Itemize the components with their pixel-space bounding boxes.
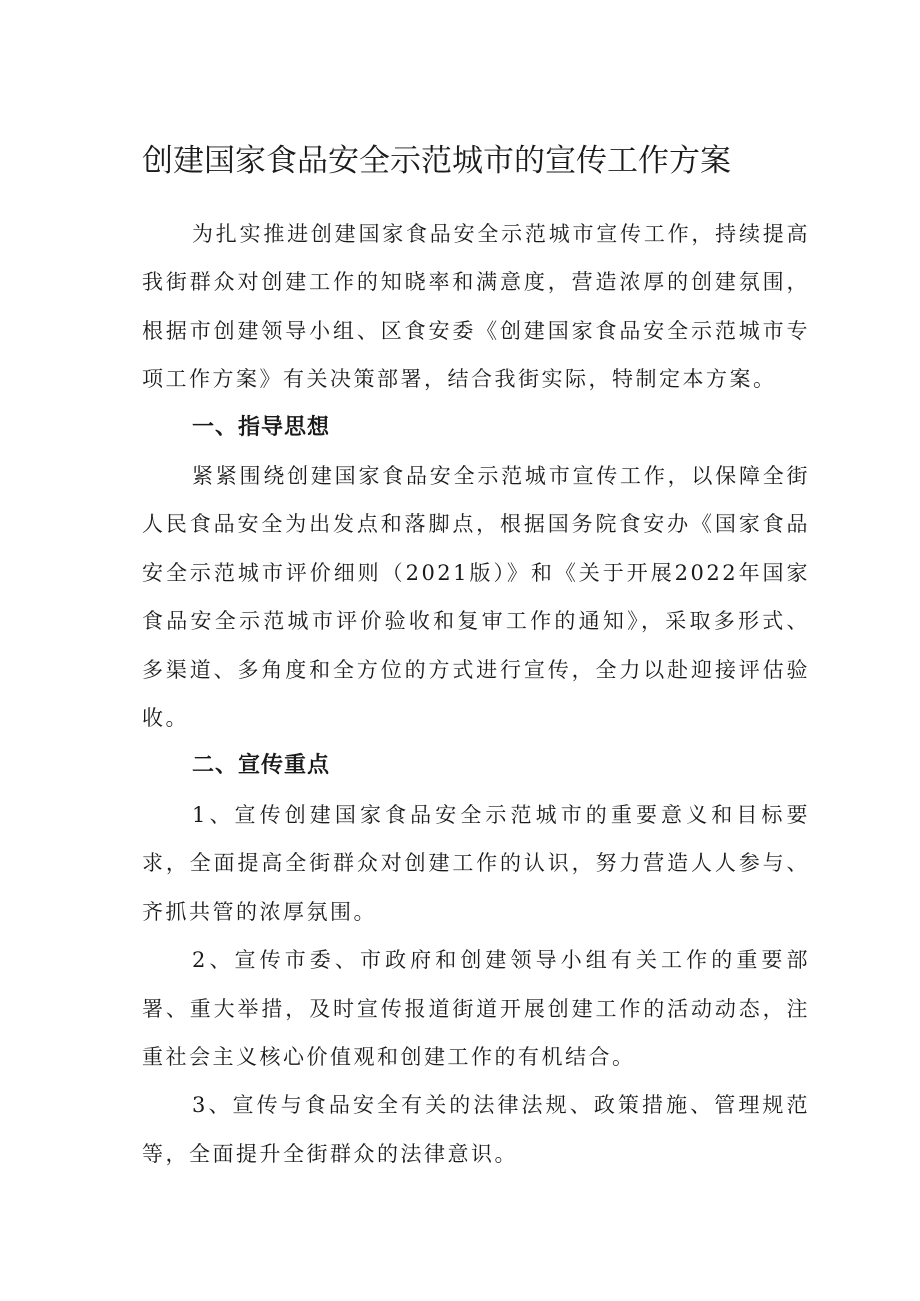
section-heading-guiding-ideology: 一、指导思想: [192, 414, 331, 440]
intro-paragraph: 为扎实推进创建国家食品安全示范城市宣传工作，持续提高我街群众对创建工作的知晓率和满意度，营造浓厚的创建氛围，根据市创建领导小组、区食安委《创建国家食品安全示范城市专项工作方案》有关决策部署，结合我街实际，特制定本方案。: [142, 222, 810, 392]
section-heading-publicity-focus: 二、宣传重点: [192, 753, 331, 779]
document-title: 创建国家食品安全示范城市的宣传工作方案: [142, 143, 731, 179]
publicity-focus-item-3: 3、宣传与食品安全有关的法律法规、政策措施、管理规范等，全面提升全街群众的法律意识。: [142, 1093, 810, 1166]
publicity-focus-item-1: 1、宣传创建国家食品安全示范城市的重要意义和目标要求，全面提高全街群众对创建工作的认识，努力营造人人参与、齐抓共管的浓厚氛围。: [142, 802, 810, 924]
document-body: [142, 210, 810, 1178]
guiding-ideology-paragraph: 紧紧围绕创建国家食品安全示范城市宣传工作，以保障全街人民食品安全为出发点和落脚点，根据国务院食安办《国家食品安全示范城市评价细则（2021版）》和《关于开展2022年国家食品安全示范城市评价验收和复审工作的通知》，采取多形式、多渠道、多角度和全方位的方式进行宣传，全力以赴迎接评估验收。: [142, 464, 810, 731]
publicity-focus-item-2: 2、宣传市委、市政府和创建领导小组有关工作的重要部署、重大举措，及时宣传报道街道开展创建工作的活动动态，注重社会主义核心价值观和创建工作的有机结合。: [142, 948, 810, 1069]
